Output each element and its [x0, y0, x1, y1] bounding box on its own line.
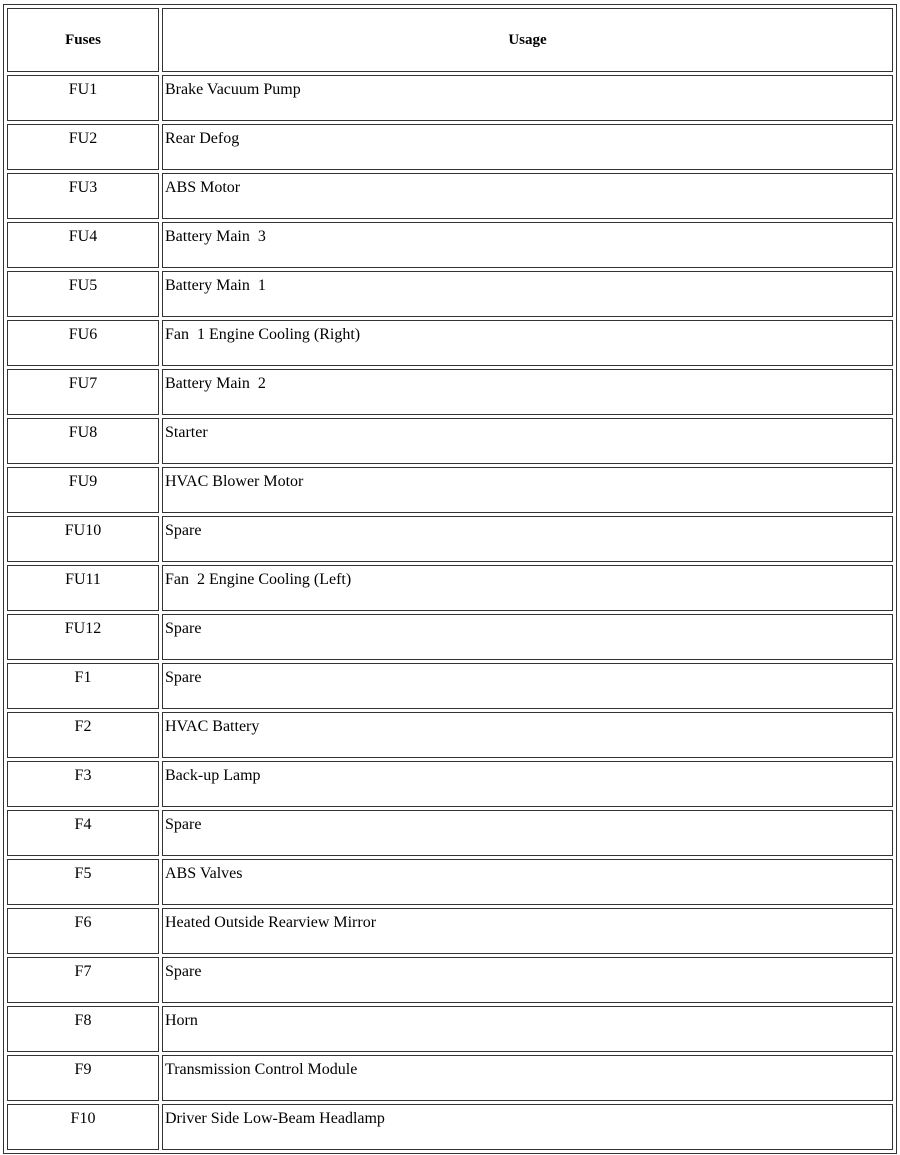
fuse-id-cell: F8: [7, 1006, 159, 1052]
fuse-usage-cell: Battery Main 2: [162, 369, 893, 415]
fuse-id-cell: FU8: [7, 418, 159, 464]
fuse-id-cell: FU10: [7, 516, 159, 562]
table-row: [7, 124, 893, 170]
table-header-row: [7, 8, 893, 72]
fuse-usage-cell: Starter: [162, 418, 893, 464]
table-row: [7, 859, 893, 905]
fuse-usage-table: [3, 4, 897, 1154]
fuse-usage-cell: Heated Outside Rearview Mirror: [162, 908, 893, 954]
fuse-id-cell: F3: [7, 761, 159, 807]
fuse-usage-cell: Spare: [162, 663, 893, 709]
table-row: [7, 173, 893, 219]
fuse-usage-cell: Spare: [162, 810, 893, 856]
fuse-id-cell: F7: [7, 957, 159, 1003]
fuse-usage-cell: Spare: [162, 614, 893, 660]
fuse-usage-cell: Transmission Control Module: [162, 1055, 893, 1101]
fuse-id-cell: F4: [7, 810, 159, 856]
fuse-usage-cell: Battery Main 1: [162, 271, 893, 317]
table-row: [7, 320, 893, 366]
table-row: [7, 663, 893, 709]
fuse-usage-cell: ABS Motor: [162, 173, 893, 219]
fuse-id-cell: FU12: [7, 614, 159, 660]
fuse-usage-cell: Spare: [162, 516, 893, 562]
table-body: [7, 75, 893, 1150]
table-row: [7, 369, 893, 415]
fuse-usage-cell: ABS Valves: [162, 859, 893, 905]
fuse-id-cell: FU1: [7, 75, 159, 121]
fuse-usage-cell: Spare: [162, 957, 893, 1003]
fuse-usage-cell: Rear Defog: [162, 124, 893, 170]
fuse-usage-cell: HVAC Battery: [162, 712, 893, 758]
usage-column-header: Usage: [162, 8, 893, 72]
fuse-id-cell: FU11: [7, 565, 159, 611]
table-row: [7, 516, 893, 562]
fuse-usage-cell: Driver Side Low-Beam Headlamp: [162, 1104, 893, 1150]
fuse-usage-cell: Fan 2 Engine Cooling (Left): [162, 565, 893, 611]
fuse-id-cell: FU6: [7, 320, 159, 366]
table-row: [7, 810, 893, 856]
table-row: [7, 908, 893, 954]
table-row: [7, 614, 893, 660]
fuse-id-cell: F6: [7, 908, 159, 954]
fuse-id-cell: FU5: [7, 271, 159, 317]
fuse-id-cell: FU9: [7, 467, 159, 513]
table-row: [7, 1055, 893, 1101]
fuse-id-cell: F1: [7, 663, 159, 709]
table-row: [7, 565, 893, 611]
table-row: [7, 712, 893, 758]
table-row: [7, 418, 893, 464]
fuse-id-cell: F2: [7, 712, 159, 758]
table-row: [7, 75, 893, 121]
fuse-usage-cell: HVAC Blower Motor: [162, 467, 893, 513]
fuse-id-cell: F9: [7, 1055, 159, 1101]
table-row: [7, 1104, 893, 1150]
fuse-id-cell: FU3: [7, 173, 159, 219]
table-row: [7, 761, 893, 807]
fuse-usage-cell: Brake Vacuum Pump: [162, 75, 893, 121]
table-row: [7, 957, 893, 1003]
fuses-column-header: Fuses: [7, 8, 159, 72]
fuse-usage-cell: Horn: [162, 1006, 893, 1052]
fuse-id-cell: F5: [7, 859, 159, 905]
fuse-id-cell: FU7: [7, 369, 159, 415]
table-row: [7, 467, 893, 513]
table-row: [7, 1006, 893, 1052]
fuse-usage-cell: Fan 1 Engine Cooling (Right): [162, 320, 893, 366]
fuse-id-cell: F10: [7, 1104, 159, 1150]
table-row: [7, 271, 893, 317]
fuse-usage-cell: Back-up Lamp: [162, 761, 893, 807]
fuse-id-cell: FU2: [7, 124, 159, 170]
table-row: [7, 222, 893, 268]
fuse-usage-cell: Battery Main 3: [162, 222, 893, 268]
fuse-id-cell: FU4: [7, 222, 159, 268]
